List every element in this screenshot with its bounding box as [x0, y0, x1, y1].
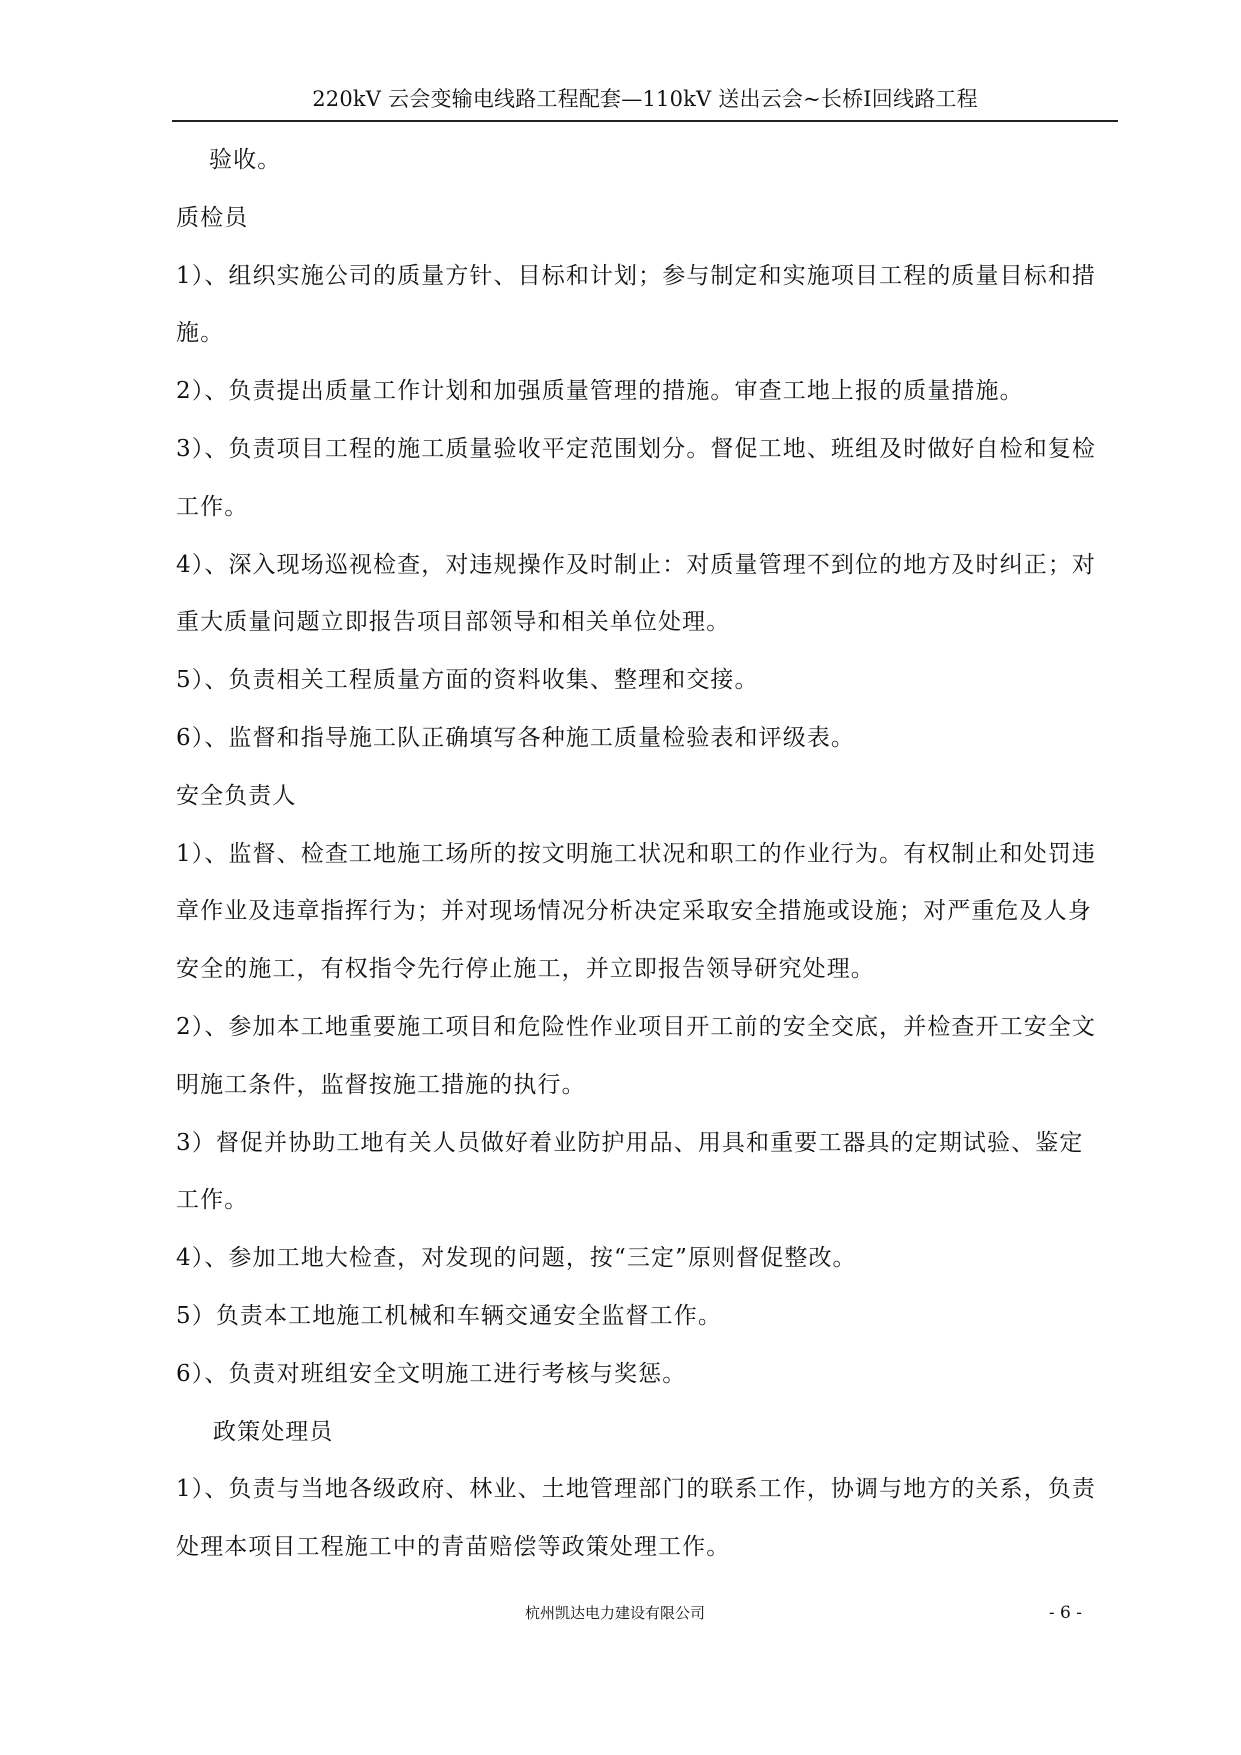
text-line: 5）、负责相关工程质量方面的资料收集、整理和交接。	[176, 667, 759, 694]
text-line: 1）、监督、检查工地施工场所的按文明施工状况和职工的作业行为。有权制止和处罚违	[176, 840, 1097, 867]
text-line: 1）、组织实施公司的质量方针、目标和计划；参与制定和实施项目工程的质量目标和措	[176, 262, 1097, 289]
text-line: 验收。	[209, 147, 282, 173]
document-body	[176, 132, 1116, 1577]
header-title: 220kV 云会变输电线路工程配套—110kV 送出云会~长桥Ⅰ回线路工程	[312, 87, 978, 111]
text-line: 明施工条件，监督按施工措施的执行。	[176, 1071, 586, 1098]
footer-company-name: 杭州凯达电力建设有限公司	[525, 1604, 706, 1622]
section-heading-quality-inspector: 质检员	[176, 204, 249, 231]
text-line: 重大质量问题立即报告项目部领导和相关单位处理。	[176, 609, 731, 636]
page-number: - 6 -	[1048, 1603, 1082, 1623]
text-line: 2）、参加本工地重要施工项目和危险性作业项目开工前的安全交底，并检查开工安全文	[176, 1013, 1097, 1040]
page-footer	[172, 1600, 1118, 1626]
text-line: 1）、负责与当地各级政府、林业、土地管理部门的联系工作，协调与地方的关系，负责	[176, 1476, 1097, 1503]
text-line: 工作。	[176, 493, 249, 520]
text-line: 3）、负责项目工程的施工质量验收平定范围划分。督促工地、班组及时做好自检和复检	[176, 435, 1097, 462]
text-line: 施。	[176, 320, 225, 347]
text-line: 4）、深入现场巡视检查，对违规操作及时制止：对质量管理不到位的地方及时纠正；对	[176, 551, 1097, 578]
text-line: 4）、参加工地大检查，对发现的问题，按“三定”原则督促整改。	[176, 1245, 857, 1272]
text-line: 6）、负责对班组安全文明施工进行考核与奖惩。	[176, 1360, 687, 1387]
text-line: 章作业及违章指挥行为；并对现场情况分析决定采取安全措施或设施；对严重危及人身	[176, 898, 1092, 925]
text-line: 工作。	[176, 1187, 249, 1214]
section-heading-safety-officer: 安全负责人	[176, 782, 297, 809]
text-line: 2）、负责提出质量工作计划和加强质量管理的措施。审查工地上报的质量措施。	[176, 378, 1024, 405]
text-line: 5）负责本工地施工机械和车辆交通安全监督工作。	[176, 1302, 722, 1329]
section-heading-policy-officer: 政策处理员	[213, 1418, 334, 1445]
text-line: 6）、监督和指导施工队正确填写各种施工质量检验表和评级表。	[176, 724, 856, 751]
page-header	[172, 86, 1118, 122]
text-line: 安全的施工，有权指令先行停止施工，并立即报告领导研究处理。	[176, 956, 875, 983]
text-line: 处理本项目工程施工中的青苗赔偿等政策处理工作。	[176, 1534, 731, 1561]
text-line: 3）督促并协助工地有关人员做好着业防护用品、用具和重要工器具的定期试验、鉴定	[176, 1129, 1084, 1156]
